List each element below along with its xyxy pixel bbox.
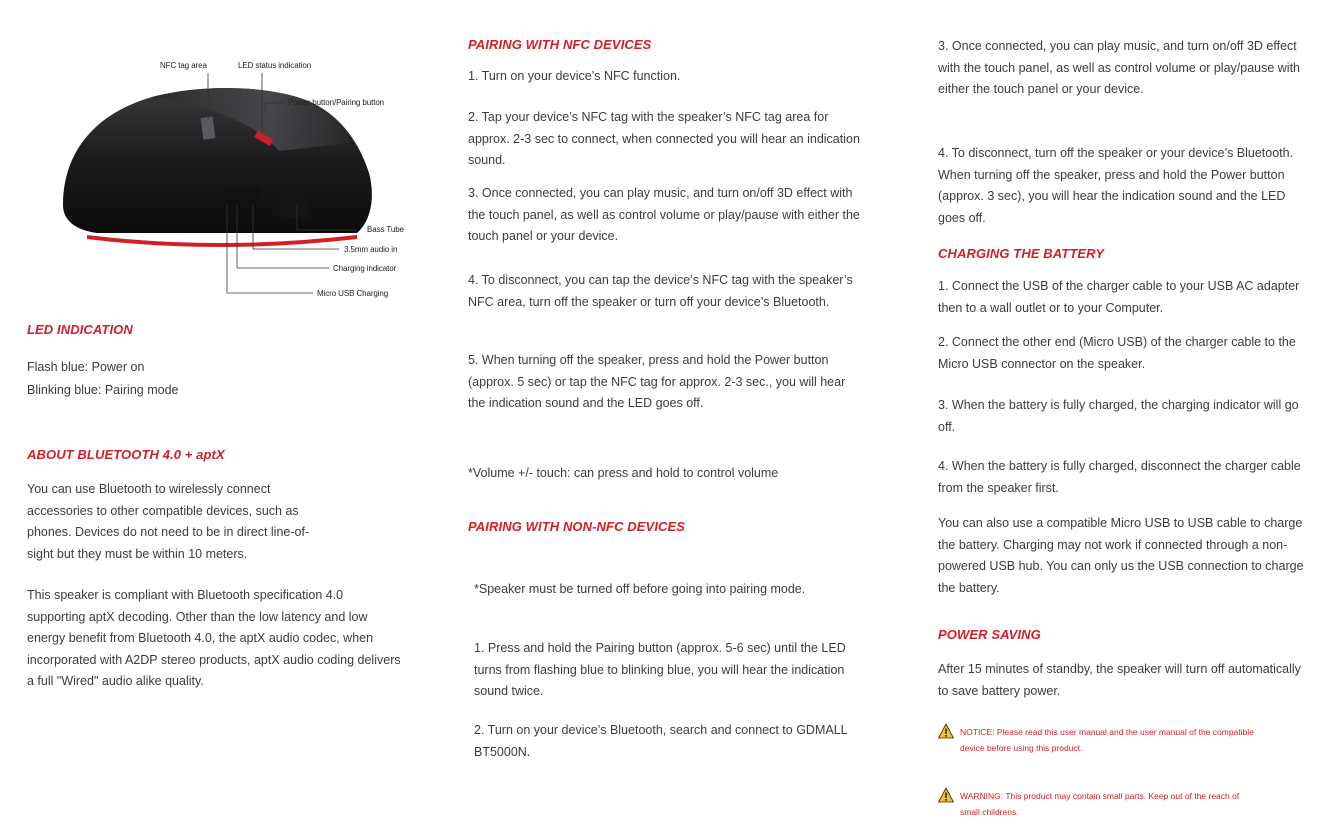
label-led-status: LED status indication — [238, 61, 312, 70]
charging-step-4: 4. When the battery is fully charged, disconnect the charger cable from the speaker first. — [938, 459, 1301, 495]
volume-note: *Volume +/- touch: can press and hold to control volume — [468, 466, 779, 480]
non-nfc-step-1: 1. Press and hold the Pairing button (approx. 5-6 sec) until the LED turns from flashing blue to blinking blue, you will hear the indication sound twice. — [474, 641, 846, 698]
led-indication-heading: LED INDICATION — [27, 322, 133, 337]
charging-step-3: 3. When the battery is fully charged, the charging indicator will go off. — [938, 398, 1299, 434]
non-nfc-pairing-heading: PAIRING WITH NON-NFC DEVICES — [468, 519, 686, 534]
speaker-image — [57, 55, 427, 315]
about-bluetooth-paragraph-1: You can use Bluetooth to wirelessly connect accessories to other compatible devices, such as phones. Devices do not need to be in direct line-of-sight but they must be within 10 meters. — [27, 482, 310, 561]
label-audio-in: 3.5mm audio in — [344, 245, 398, 254]
about-bluetooth-paragraph-2: This speaker is compliant with Bluetooth specification 4.0 supporting aptX decoding. Other than the low latency and low energy benefit from Bluetooth 4.0, the aptX audio codec, when incorporated with A2DP stereo products, aptX audio coding delivers a full "Wired" audio alike quality. — [27, 588, 401, 688]
speaker-diagram — [57, 55, 427, 315]
non-nfc-note: *Speaker must be turned off before going into pairing mode. — [474, 582, 806, 596]
charging-step-2: 2. Connect the other end (Micro USB) of the charger cable to the Micro USB connector on the speaker. — [938, 335, 1296, 371]
about-bluetooth-heading: ABOUT BLUETOOTH 4.0 + aptX — [27, 447, 225, 462]
charging-paragraph: You can also use a compatible Micro USB to USB cable to charge the battery. Charging may not work if connected through a non-powered USB hub. You can only us the USB connection to charge the battery. — [938, 516, 1304, 595]
nfc-step-4: 4. To disconnect, you can tap the device’s NFC tag with the speaker’s NFC area, turn off the speaker or turn off your device’s Bluetooth. — [468, 273, 853, 309]
label-charging-indicator: Charging indicator — [333, 264, 397, 273]
led-line-1: Flash blue: Power on — [27, 360, 145, 374]
nfc-step-3: 3. Once connected, you can play music, and turn on/off 3D effect with the touch panel, as well as control volume or play/pause with either the touch panel or your device. — [468, 186, 860, 243]
label-power-button: Power button/Pairing button — [288, 98, 385, 107]
notice-text: NOTICE: Please read this user manual and the user manual of the compatible device before using this product. — [960, 727, 1254, 753]
nfc-step-2: 2. Tap your device’s NFC tag with the speaker’s NFC tag area for approx. 2-3 sec to connect, when connected you will hear an indication sound. — [468, 110, 860, 167]
led-line-2: Blinking blue: Pairing mode — [27, 383, 179, 397]
warning-triangle-icon — [938, 787, 954, 803]
charging-step-1: 1. Connect the USB of the charger cable to your USB AC adapter then to a wall outlet or to your Computer. — [938, 279, 1300, 315]
non-nfc-step-3: 3. Once connected, you can play music, and turn on/off 3D effect with the touch panel, as well as control volume or play/pause with either the touch panel or your device. — [938, 39, 1300, 96]
charging-heading: CHARGING THE BATTERY — [938, 246, 1105, 261]
label-bass-tube: Bass Tube — [367, 225, 404, 234]
warning-text: WARNING: This product may contain small parts. Keep out of the reach of small childrens. — [960, 791, 1240, 817]
non-nfc-step-4: 4. To disconnect, turn off the speaker or your device’s Bluetooth. When turning off the speaker, press and hold the Power button (approx. 3 sec), you will hear the indication sound and the LED goes off. — [938, 146, 1294, 225]
nfc-step-1: 1. Turn on your device’s NFC function. — [468, 69, 681, 83]
power-saving-heading: POWER SAVING — [938, 627, 1041, 642]
label-micro-usb: Micro USB Charging — [317, 289, 389, 298]
label-nfc-tag-area: NFC tag area — [160, 61, 207, 70]
nfc-step-5: 5. When turning off the speaker, press and hold the Power button (approx. 5 sec) or tap the NFC tag for approx. 2-3 sec., you will hear the indication sound and the LED goes off. — [468, 353, 846, 410]
non-nfc-step-2: 2. Turn on your device’s Bluetooth, search and connect to GDMALL BT5000N. — [474, 723, 848, 759]
warning-triangle-icon — [938, 723, 954, 739]
nfc-pairing-heading: PAIRING WITH NFC DEVICES — [468, 37, 652, 52]
power-saving-paragraph: After 15 minutes of standby, the speaker will turn off automatically to save battery power. — [938, 662, 1301, 698]
